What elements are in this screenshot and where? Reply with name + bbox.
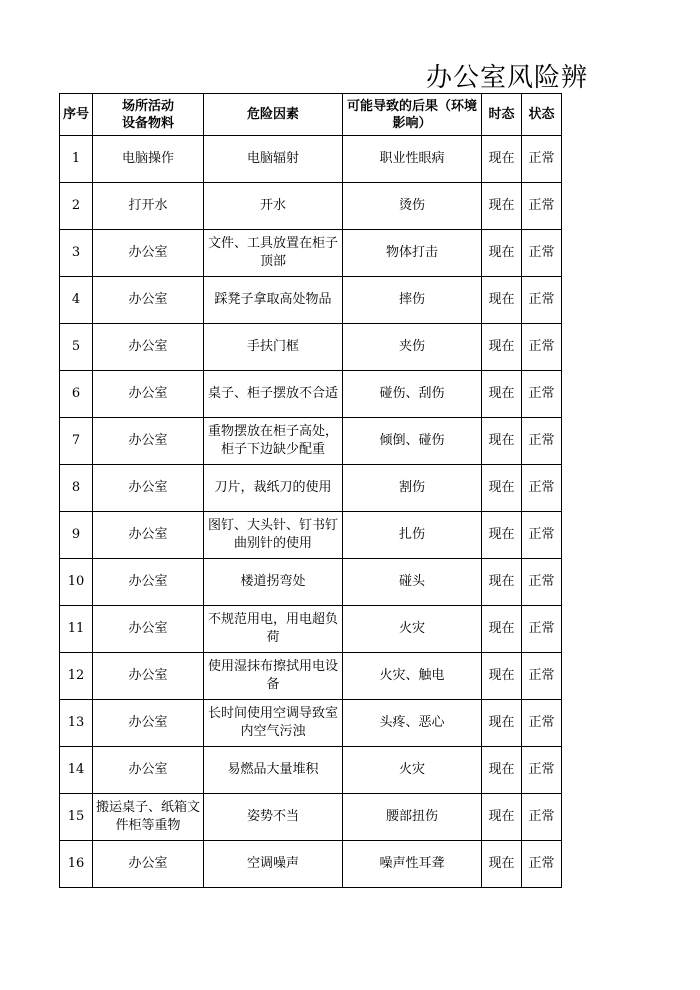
cell-no: 11: [60, 606, 93, 653]
header-place-text: 场所活动 设备物料: [121, 98, 174, 131]
cell-consequence: 职业性眼病: [343, 136, 482, 183]
cell-consequence: 物体打击: [343, 230, 482, 277]
cell-no: 7: [60, 418, 93, 465]
cell-place: 办公室: [93, 841, 204, 888]
cell-tense: 现在: [482, 606, 522, 653]
header-hazard: 危险因素: [204, 94, 343, 136]
cell-hazard: 不规范用电，用电超负荷: [204, 606, 343, 653]
header-place: [93, 94, 204, 136]
table-row: [60, 606, 562, 653]
table-row: [60, 277, 562, 324]
cell-state: 正常: [522, 136, 562, 183]
cell-no: 6: [60, 371, 93, 418]
table-row: [60, 747, 562, 794]
table-row: [60, 324, 562, 371]
cell-place: 办公室: [93, 512, 204, 559]
cell-consequence: 烫伤: [343, 183, 482, 230]
cell-state: 正常: [522, 747, 562, 794]
cell-place: 办公室: [93, 653, 204, 700]
table-row: [60, 794, 562, 841]
cell-tense: 现在: [482, 465, 522, 512]
cell-state: 正常: [522, 371, 562, 418]
header-tense: 时态: [482, 94, 522, 136]
cell-tense: 现在: [482, 841, 522, 888]
cell-consequence: 倾倒、碰伤: [343, 418, 482, 465]
cell-hazard: 刀片，裁纸刀的使用: [204, 465, 343, 512]
cell-consequence: 摔伤: [343, 277, 482, 324]
page-title: 办公室风险辨: [426, 63, 589, 93]
table-row: [60, 183, 562, 230]
cell-hazard: 空调噪声: [204, 841, 343, 888]
cell-no: 10: [60, 559, 93, 606]
cell-state: 正常: [522, 841, 562, 888]
cell-state: 正常: [522, 324, 562, 371]
cell-place: 办公室: [93, 324, 204, 371]
cell-place: 搬运桌子、纸箱文件柜等重物: [93, 794, 204, 841]
cell-state: 正常: [522, 418, 562, 465]
table-row: [60, 230, 562, 277]
cell-tense: 现在: [482, 512, 522, 559]
table-row: [60, 418, 562, 465]
cell-hazard: 手扶门框: [204, 324, 343, 371]
cell-hazard: 踩凳子拿取高处物品: [204, 277, 343, 324]
table-row: [60, 653, 562, 700]
cell-no: 3: [60, 230, 93, 277]
cell-no: 15: [60, 794, 93, 841]
header-consequence: 可能导致的后果（环境影响）: [343, 94, 482, 136]
cell-hazard: 姿势不当: [204, 794, 343, 841]
cell-hazard: 文件、工具放置在柜子顶部: [204, 230, 343, 277]
cell-hazard: 开水: [204, 183, 343, 230]
cell-consequence: 火灾: [343, 606, 482, 653]
table-row: [60, 559, 562, 606]
cell-place: 办公室: [93, 277, 204, 324]
cell-consequence: 割伤: [343, 465, 482, 512]
cell-tense: 现在: [482, 747, 522, 794]
cell-hazard: 使用湿抹布擦拭用电设备: [204, 653, 343, 700]
cell-no: 9: [60, 512, 93, 559]
table-row: [60, 136, 562, 183]
cell-tense: 现在: [482, 794, 522, 841]
header-state-text: 状态: [528, 107, 555, 122]
cell-consequence: 噪声性耳聋: [343, 841, 482, 888]
cell-tense: 现在: [482, 324, 522, 371]
cell-place: 办公室: [93, 747, 204, 794]
cell-state: 正常: [522, 277, 562, 324]
cell-place: 办公室: [93, 465, 204, 512]
cell-tense: 现在: [482, 136, 522, 183]
table-header-row: [60, 94, 562, 136]
table-row: [60, 465, 562, 512]
risk-table: [59, 93, 562, 888]
cell-no: 12: [60, 653, 93, 700]
cell-no: 14: [60, 747, 93, 794]
table-row: [60, 512, 562, 559]
header-state: [522, 94, 562, 136]
cell-hazard: 楼道拐弯处: [204, 559, 343, 606]
cell-place: 电脑操作: [93, 136, 204, 183]
cell-state: 正常: [522, 606, 562, 653]
cell-tense: 现在: [482, 559, 522, 606]
cell-tense: 现在: [482, 183, 522, 230]
table-row: [60, 371, 562, 418]
cell-no: 5: [60, 324, 93, 371]
cell-place: 办公室: [93, 559, 204, 606]
cell-tense: 现在: [482, 700, 522, 747]
cell-consequence: 夹伤: [343, 324, 482, 371]
cell-state: 正常: [522, 465, 562, 512]
cell-place: 办公室: [93, 230, 204, 277]
table-row: [60, 700, 562, 747]
cell-hazard: 长时间使用空调导致室内空气污浊: [204, 700, 343, 747]
cell-state: 正常: [522, 512, 562, 559]
header-no: 序号: [60, 94, 93, 136]
cell-tense: 现在: [482, 418, 522, 465]
cell-tense: 现在: [482, 230, 522, 277]
cell-consequence: 头疼、恶心: [343, 700, 482, 747]
cell-consequence: 腰部扭伤: [343, 794, 482, 841]
cell-no: 4: [60, 277, 93, 324]
cell-consequence: 火灾: [343, 747, 482, 794]
cell-consequence: 碰伤、刮伤: [343, 371, 482, 418]
cell-no: 13: [60, 700, 93, 747]
cell-place: 办公室: [93, 700, 204, 747]
cell-place: 办公室: [93, 371, 204, 418]
cell-place: 办公室: [93, 418, 204, 465]
cell-hazard: 重物摆放在柜子高处，柜子下边缺少配重: [204, 418, 343, 465]
cell-state: 正常: [522, 559, 562, 606]
cell-tense: 现在: [482, 277, 522, 324]
cell-no: 8: [60, 465, 93, 512]
cell-place: 办公室: [93, 606, 204, 653]
cell-no: 1: [60, 136, 93, 183]
cell-hazard: 图钉、大头针、钉书钉曲别针的使用: [204, 512, 343, 559]
cell-hazard: 电脑辐射: [204, 136, 343, 183]
cell-tense: 现在: [482, 653, 522, 700]
cell-consequence: 火灾、触电: [343, 653, 482, 700]
cell-state: 正常: [522, 653, 562, 700]
cell-no: 2: [60, 183, 93, 230]
cell-hazard: 易燃品大量堆积: [204, 747, 343, 794]
cell-tense: 现在: [482, 371, 522, 418]
cell-consequence: 碰头: [343, 559, 482, 606]
table-row: [60, 841, 562, 888]
cell-no: 16: [60, 841, 93, 888]
cell-place: 打开水: [93, 183, 204, 230]
cell-state: 正常: [522, 183, 562, 230]
cell-state: 正常: [522, 230, 562, 277]
cell-state: 正常: [522, 794, 562, 841]
cell-hazard: 桌子、柜子摆放不合适: [204, 371, 343, 418]
cell-state: 正常: [522, 700, 562, 747]
cell-consequence: 扎伤: [343, 512, 482, 559]
